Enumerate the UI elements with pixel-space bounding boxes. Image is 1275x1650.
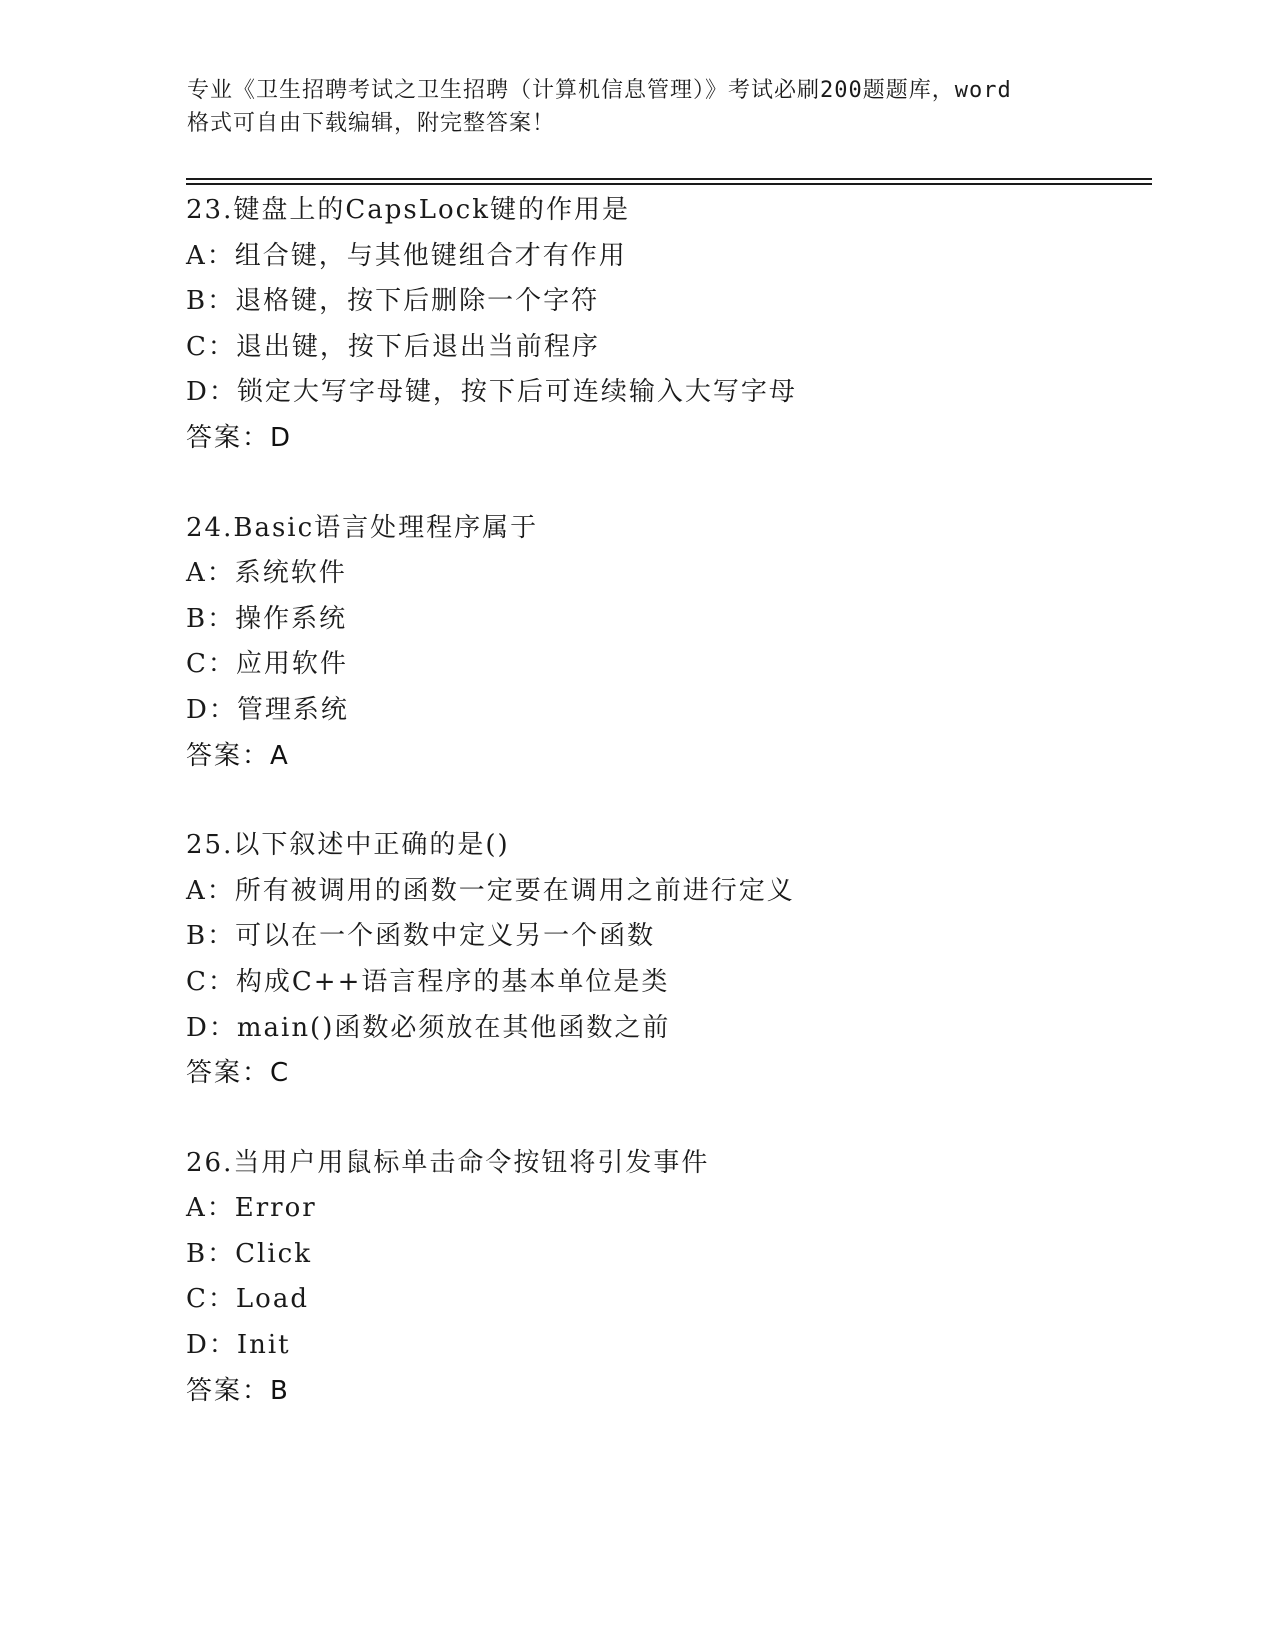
question-stem: 23.键盘上的CapsLock键的作用是: [186, 195, 630, 225]
option-c: C：退出键，按下后退出当前程序: [186, 331, 600, 362]
option-c: C：Load: [186, 1284, 309, 1315]
option-d: D：锁定大写字母键，按下后可连续输入大写字母: [186, 377, 797, 408]
question-stem: 26.当用户用鼠标单击命令按钮将引发事件: [186, 1147, 710, 1178]
option-a: A：所有被调用的函数一定要在调用之前进行定义: [186, 875, 795, 906]
option-b: B：可以在一个函数中定义另一个函数: [186, 921, 656, 952]
answer-line: 答案：D: [186, 422, 293, 453]
option-c: C：应用软件: [186, 649, 348, 680]
option-b: B：退格键，按下后删除一个字符: [186, 286, 600, 317]
question-stem: 25.以下叙述中正确的是(): [186, 830, 510, 861]
option-d: D：main()函数必须放在其他函数之前: [186, 1012, 671, 1043]
document-header: [187, 74, 1087, 140]
answer-line: 答案：A: [186, 740, 290, 771]
question-stem: 24.Basic语言处理程序属于: [186, 512, 539, 543]
question-list: [186, 188, 1146, 1458]
answer-line: 答案：C: [186, 1058, 291, 1089]
option-c: C：构成C++语言程序的基本单位是类: [186, 966, 670, 997]
option-b: B：操作系统: [186, 603, 348, 634]
question-23: [186, 188, 1146, 462]
option-a: A：系统软件: [186, 558, 347, 589]
option-a: A：Error: [186, 1193, 317, 1224]
answer-line: 答案：B: [186, 1375, 290, 1406]
option-a: A：组合键，与其他键组合才有作用: [186, 240, 627, 271]
question-26: [186, 1141, 1146, 1415]
header-line-1: 专业《卫生招聘考试之卫生招聘（计算机信息管理）》考试必刷200题题库，word: [187, 78, 1012, 103]
option-b: B：Click: [186, 1238, 312, 1269]
header-line-2: 格式可自由下载编辑，附完整答案！: [187, 111, 556, 136]
option-d: D：Init: [186, 1330, 291, 1361]
question-24: [186, 506, 1146, 780]
header-divider-bottom: [186, 183, 1152, 185]
question-25: [186, 823, 1146, 1097]
header-divider-top: [186, 178, 1152, 180]
option-d: D：管理系统: [186, 694, 349, 725]
